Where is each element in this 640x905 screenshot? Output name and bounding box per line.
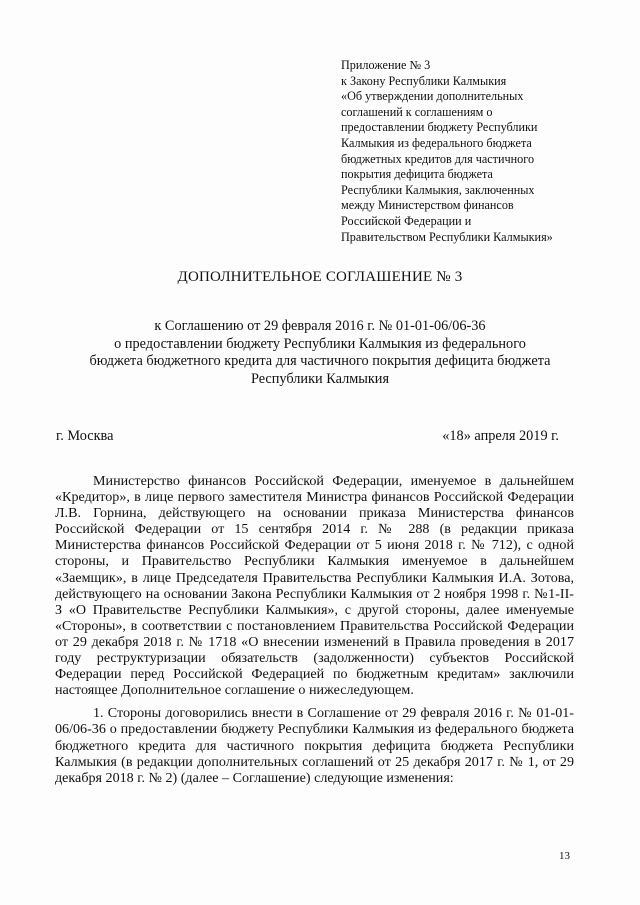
subtitle-line: Республики Калмыкия bbox=[250, 370, 390, 387]
annex-line: Правительством Республики Калмыкия» bbox=[341, 229, 553, 244]
page-number: 13 bbox=[559, 850, 570, 862]
annex-line: к Закону Республики Калмыкия bbox=[341, 73, 507, 88]
annex-header bbox=[341, 58, 591, 245]
paragraph-parties: Министерство финансов Российской Федерации, именуемое в дальнейшем «Кредитор», в лице первого заместителя Министра финансов Российской Федерации Л.В. Горнина, действующего на основании приказа Министерства финансов Российской Федерации от 15 сентября 2014 г. № 288 (в редакции приказа Министерства финансов Российской Федерации от 5 июня 2018 г. № 712), с одной стороны, и Правительство Республики Калмыкия именуемое в дальнейшем «Заемщик», в лице Председателя Правительства Республики Калмыкия И.А. Зотова, действующего на основании Закона Республики Калмыкия от 2 ноября 1998 г. №1-II-З «О Правительстве Республики Калмыкия», с другой стороны, далее именуемые «Стороны», в соответствии с постановлением Правительства Российской Федерации от 29 декабря 2018 г. № 1718 «О внесении изменений в Правила проведения в 2017 году реструктуризации обязательств (задолженности) субъектов Российской Федерации перед Российской Федерацией по бюджетным кредитам» заключили настоящее Дополнительное соглашение о нижеследующем. bbox=[55, 473, 574, 699]
body-text bbox=[55, 473, 574, 793]
signing-place: г. Москва bbox=[56, 428, 114, 444]
annex-line: соглашений к соглашениям о bbox=[341, 104, 493, 119]
subtitle-line: о предоставлении бюджету Республики Калмыкия из федерального bbox=[114, 335, 526, 352]
annex-line: Российской Федерации и bbox=[341, 213, 472, 228]
annex-line: между Министерством финансов bbox=[341, 198, 514, 213]
subtitle-line: к Соглашению от 29 февраля 2016 г. № 01-01-06/06-36 bbox=[154, 318, 486, 334]
subtitle-line: бюджета бюджетного кредита для частичного покрытия дефицита бюджета bbox=[89, 353, 551, 370]
document-title: ДОПОЛНИТЕЛЬНОЕ СОГЛАШЕНИЕ № 3 bbox=[177, 269, 463, 285]
signing-date: «18» апреля 2019 г. bbox=[442, 428, 559, 444]
annex-line: предоставлении бюджету Республики bbox=[341, 120, 538, 135]
annex-line: Республики Калмыкия, заключенных bbox=[341, 182, 535, 197]
annex-line: Калмыкия из федерального бюджета bbox=[341, 135, 532, 150]
annex-line: «Об утверждении дополнительных bbox=[341, 89, 524, 104]
agreement-subtitle bbox=[80, 318, 560, 388]
paragraph-clause-1: 1. Стороны договорились внести в Соглашение от 29 февраля 2016 г. № 01-01-06/06-36 о предоставлении бюджету Республики Калмыкия из федерального бюджета бюджетного кредита для частичного покрытия дефицита бюджета Республики Калмыкия (в редакции дополнительных соглашений от 25 декабря 2017 г. № 1, от 29 декабря 2018 г. № 2) (далее – Соглашение) следующие изменения: bbox=[55, 705, 574, 786]
annex-line: покрытия дефицита бюджета bbox=[341, 167, 493, 182]
annex-line: Приложение № 3 bbox=[341, 58, 431, 72]
annex-line: бюджетных кредитов для частичного bbox=[341, 151, 535, 166]
